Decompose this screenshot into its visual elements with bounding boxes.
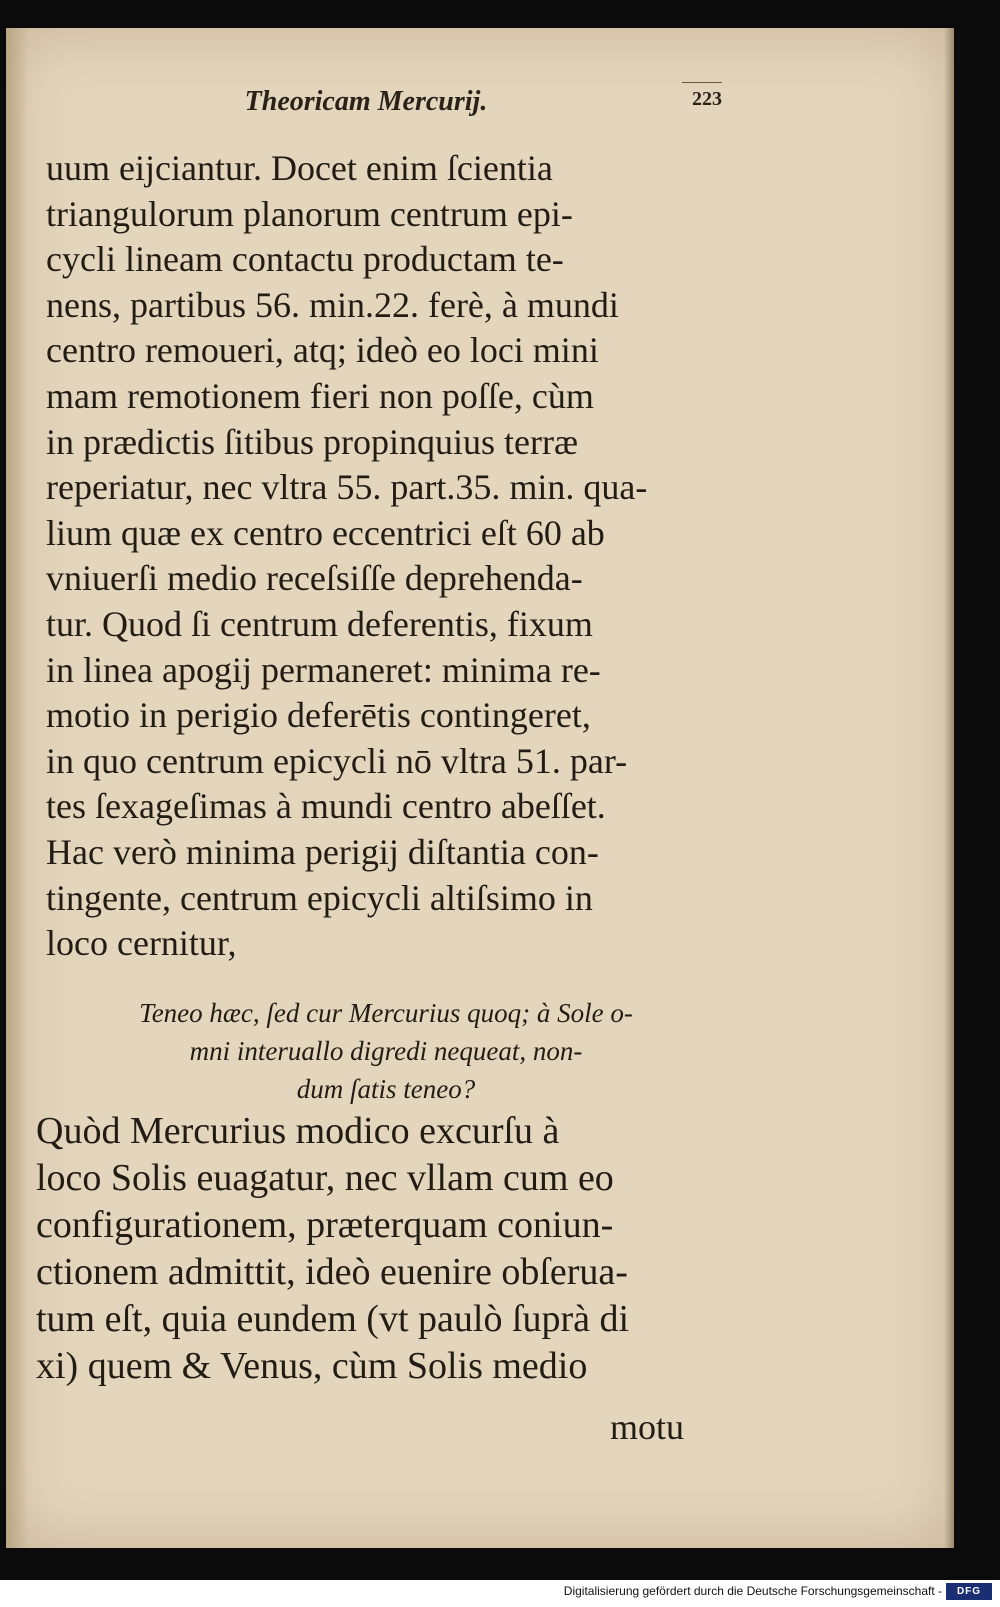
answer-line: xi) quem & Venus, cùm Solis medio bbox=[36, 1345, 588, 1387]
question-line: Teneo hæc, ſed cur Mercurius quoq; à Sole o- bbox=[139, 998, 633, 1028]
text-line: in quo centrum epicycli nō vltra 51. par- bbox=[46, 740, 628, 781]
text-line: loco cernitur, bbox=[46, 923, 237, 964]
text-line: reperiatur, nec vltra 55. part.35. min. qua- bbox=[46, 467, 648, 508]
text-line: tingente, centrum epicycli altiſsimo in bbox=[46, 877, 593, 918]
text-line: Hac verò minima perigij diſtantia con- bbox=[46, 831, 599, 872]
answer-line: ctionem admittit, ideò euenire obſerua- bbox=[36, 1251, 628, 1293]
text-line: tur. Quod ſi centrum deferentis, fixum bbox=[46, 603, 593, 644]
text-line: uum eijciantur. Docet enim ſcientia bbox=[46, 148, 553, 188]
text-line: nens, partibus 56. min.22. ferè, à mundi bbox=[46, 284, 619, 325]
page-edge-shadow bbox=[944, 28, 954, 1548]
dialogue-answer bbox=[36, 1108, 726, 1390]
dfg-logo: DFG bbox=[946, 1583, 992, 1600]
text-line: triangulorum planorum centrum epi- bbox=[46, 193, 573, 234]
dialogue-question bbox=[76, 994, 696, 1108]
catchword: motu bbox=[609, 1407, 684, 1447]
text-line: lium quæ ex centro eccentrici eſt 60 ab bbox=[46, 512, 605, 553]
book-page bbox=[6, 28, 954, 1548]
page-gutter-shadow bbox=[6, 28, 28, 1548]
answer-line: configurationem, præterquam coniun- bbox=[36, 1204, 614, 1246]
text-line: centro remoueri, atq; ideò eo loci mini bbox=[46, 330, 599, 371]
text-line: mam remotionem fieri non poſſe, cùm bbox=[46, 375, 594, 416]
question-line: mni interuallo digredi nequeat, non- bbox=[189, 1036, 583, 1066]
text-line: motio in perigio deferētis contingeret, bbox=[46, 695, 591, 736]
text-line: cycli lineam contactu productam te- bbox=[46, 239, 564, 280]
digitization-credit: Digitalisierung gefördert durch die Deutsche Forschungsgemeinschaft - bbox=[563, 1584, 942, 1598]
body-paragraph bbox=[46, 146, 726, 967]
running-head: Theoricam Mercurij. bbox=[244, 86, 488, 117]
page-number: 223 bbox=[692, 88, 722, 110]
answer-line: tum eſt, quia eundem (vt paulò ſuprà di bbox=[36, 1298, 630, 1340]
text-line: tes ſexageſimas à mundi centro abeſſet. bbox=[46, 786, 606, 827]
text-line: in prædictis ſitibus propinquius terræ bbox=[46, 421, 578, 462]
question-line: dum ſatis teneo? bbox=[296, 1074, 476, 1104]
answer-line: Quòd Mercurius modico excurſu à bbox=[36, 1110, 560, 1152]
answer-line: loco Solis euagatur, nec vllam cum eo bbox=[36, 1157, 614, 1199]
folio-rule bbox=[682, 82, 722, 83]
text-line: vniuerſi medio receſsiſſe deprehenda- bbox=[46, 558, 583, 599]
text-line: in linea apogij permaneret: minima re- bbox=[46, 649, 601, 690]
